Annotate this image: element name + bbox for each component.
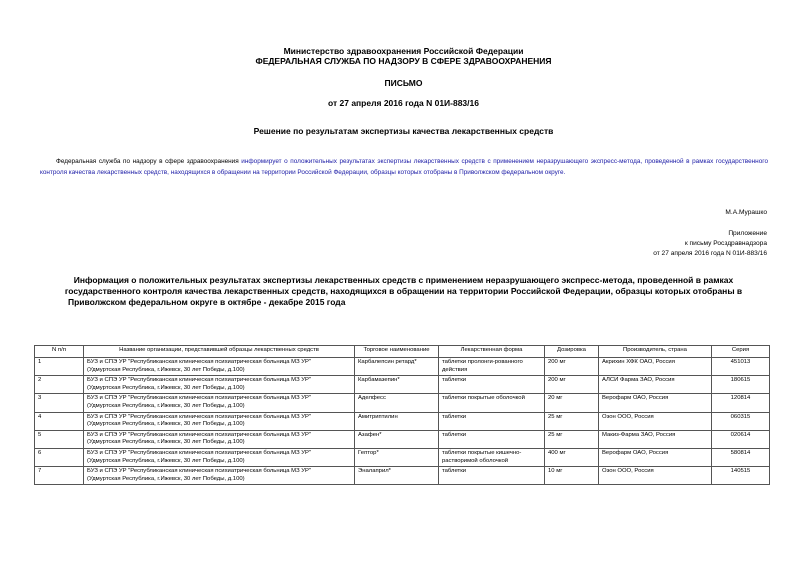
- service-title: ФЕДЕРАЛЬНАЯ СЛУЖБА ПО НАДЗОРУ В СФЕРЕ ЗДРАВООХРАНЕНИЯ: [255, 56, 552, 66]
- cell-organization-name: БУЗ и СПЭ УР "Республиканская клиническая психиатрическая больница МЗ УР": [87, 395, 312, 402]
- table-row: [35, 358, 770, 376]
- cell-organization: [84, 448, 355, 466]
- cell-form: таблетки: [439, 430, 545, 448]
- cell-dosage: 10 мг: [545, 467, 599, 485]
- cell-organization-name: БУЗ и СПЭ УР "Республиканская клиническая психиатрическая больница МЗ УР": [87, 468, 312, 475]
- cell-form: таблетки покрытые кишечно-растворимой оболочкой: [439, 448, 545, 466]
- table-row: [35, 412, 770, 430]
- col-header-form: Лекарственная форма: [439, 346, 545, 358]
- cell-organization-name: БУЗ и СПЭ УР "Республиканская клиническая психиатрическая больница МЗ УР": [87, 377, 312, 384]
- cell-trade-name: Гептор*: [355, 448, 439, 466]
- cell-form: таблетки: [439, 376, 545, 394]
- table-title-line-2: государственного контроля качества лекарственных средств, находящихся в обращении на территории Российской Федерации, образцы которых отобраны в: [64, 286, 743, 296]
- cell-series: 451013: [712, 358, 770, 376]
- cell-organization-address: (Удмуртская Республика, г.Ижевск, 30 лет Победы, д.100): [87, 475, 245, 482]
- cell-form: таблетки пролонги-рованного действия: [439, 358, 545, 376]
- cell-manufacturer: Акрихин ХФК ОАО, Россия: [599, 358, 712, 376]
- appendix-line-3: от 27 апреля 2016 года N 01И-883/16: [653, 250, 767, 257]
- cell-organization: [84, 412, 355, 430]
- cell-form: таблетки: [439, 467, 545, 485]
- cell-number: 5: [35, 430, 84, 448]
- document-subject: Решение по результатам экспертизы качества лекарственных средств: [253, 126, 554, 136]
- cell-organization: [84, 394, 355, 412]
- signature: М.А.Мурашко: [725, 209, 767, 216]
- cell-manufacturer: Верофарм ОАО, Россия: [599, 394, 712, 412]
- cell-dosage: 20 мг: [545, 394, 599, 412]
- cell-dosage: 25 мг: [545, 430, 599, 448]
- cell-series: 060315: [712, 412, 770, 430]
- table-row: [35, 430, 770, 448]
- cell-organization-address: (Удмуртская Республика, г.Ижевск, 30 лет Победы, д.100): [87, 421, 245, 428]
- cell-manufacturer: Верофарм ОАО, Россия: [599, 448, 712, 466]
- cell-series: 120814: [712, 394, 770, 412]
- table-title-line-3: Приволжском федеральном округе в октябре - декабре 2015 года: [68, 297, 346, 307]
- cell-trade-name: Аделфесс: [355, 394, 439, 412]
- cell-number: 3: [35, 394, 84, 412]
- cell-number: 4: [35, 412, 84, 430]
- cell-organization-name: БУЗ и СПЭ УР "Республиканская клиническая психиатрическая больница МЗ УР": [87, 431, 312, 438]
- table-row: [35, 448, 770, 466]
- cell-number: 7: [35, 467, 84, 485]
- col-header-trade-name: Торговое наименование: [355, 346, 439, 358]
- cell-series: 140515: [712, 467, 770, 485]
- cell-trade-name: Эналаприл*: [355, 467, 439, 485]
- col-header-number: N п/п: [35, 346, 84, 358]
- ministry-title: Министерство здравоохранения Российской Федерации: [283, 46, 524, 56]
- table-header-row: [35, 346, 770, 358]
- table-title: [0, 275, 807, 308]
- table-row: [35, 394, 770, 412]
- cell-manufacturer: Озон ООО, Россия: [599, 412, 712, 430]
- cell-dosage: 200 мг: [545, 376, 599, 394]
- cell-number: 6: [35, 448, 84, 466]
- cell-trade-name: Карбамазепин*: [355, 376, 439, 394]
- table-row: [35, 376, 770, 394]
- cell-manufacturer: АЛСИ Фарма ЗАО, Россия: [599, 376, 712, 394]
- cell-organization-name: БУЗ и СПЭ УР "Республиканская клиническая психиатрическая больница МЗ УР": [87, 359, 312, 365]
- cell-organization: [84, 358, 355, 376]
- document-type: ПИСЬМО: [384, 78, 423, 88]
- cell-organization-address: (Удмуртская Республика, г.Ижевск, 30 лет Победы, д.100): [87, 384, 245, 391]
- document-date: от 27 апреля 2016 года N 01И-883/16: [328, 98, 479, 108]
- cell-manufacturer: Озон ООО, Россия: [599, 467, 712, 485]
- cell-organization: [84, 430, 355, 448]
- cell-series: 580814: [712, 448, 770, 466]
- cell-trade-name: Карбалепсин ретард*: [355, 358, 439, 376]
- cell-organization-address: (Удмуртская Республика, г.Ижевск, 30 лет Победы, д.100): [87, 366, 245, 373]
- intro-text: Федеральная служба по надзору в сфере здравоохранения: [56, 158, 242, 165]
- intro-link[interactable]: информирует о положительных результатах экспертизы лекарственных средств с применением неразрушающего экспресс-метода, проведенной в рамках государственного контроля качества лекарственных средств, находящихся в обращении на территории Российской Федерации, образцы которых отобраны в Приволжском федеральном округе.: [40, 158, 768, 176]
- cell-organization: [84, 376, 355, 394]
- cell-number: 2: [35, 376, 84, 394]
- cell-series: 020614: [712, 430, 770, 448]
- cell-form: таблетки покрытые оболочкой: [439, 394, 545, 412]
- cell-organization-name: БУЗ и СПЭ УР "Республиканская клиническая психиатрическая больница МЗ УР": [87, 413, 312, 420]
- cell-organization-address: (Удмуртская Республика, г.Ижевск, 30 лет Победы, д.100): [87, 439, 245, 446]
- cell-organization: [84, 467, 355, 485]
- col-header-series: Серия: [712, 346, 770, 358]
- cell-dosage: 400 мг: [545, 448, 599, 466]
- cell-dosage: 200 мг: [545, 358, 599, 376]
- results-table: [34, 345, 770, 485]
- cell-series: 180615: [712, 376, 770, 394]
- col-header-dosage: Дозировка: [545, 346, 599, 358]
- col-header-manufacturer: Производитель, страна: [599, 346, 712, 358]
- cell-trade-name: Амитриптилин: [355, 412, 439, 430]
- cell-form: таблетки: [439, 412, 545, 430]
- cell-organization-address: (Удмуртская Республика, г.Ижевск, 30 лет Победы, д.100): [87, 457, 245, 464]
- cell-number: 1: [35, 358, 84, 376]
- table-row: [35, 467, 770, 485]
- cell-organization-address: (Удмуртская Республика, г.Ижевск, 30 лет Победы, д.100): [87, 402, 245, 409]
- cell-trade-name: Азафен*: [355, 430, 439, 448]
- intro-paragraph: [40, 156, 768, 178]
- col-header-organization: Название организации, представившей образцы лекарственных средств: [84, 346, 355, 358]
- table-title-line-1: Информация о положительных результатах экспертизы лекарственных средств с применением неразрушающего экспресс-метода, проведенной в рамках: [73, 275, 734, 285]
- appendix-line-2: к письму Росздравнадзора: [684, 240, 767, 247]
- cell-manufacturer: Макиз-Фарма ЗАО, Россия: [599, 430, 712, 448]
- cell-organization-name: БУЗ и СПЭ УР "Республиканская клиническая психиатрическая больница МЗ УР": [87, 449, 312, 456]
- cell-dosage: 25 мг: [545, 412, 599, 430]
- appendix-line-1: Приложение: [728, 230, 767, 237]
